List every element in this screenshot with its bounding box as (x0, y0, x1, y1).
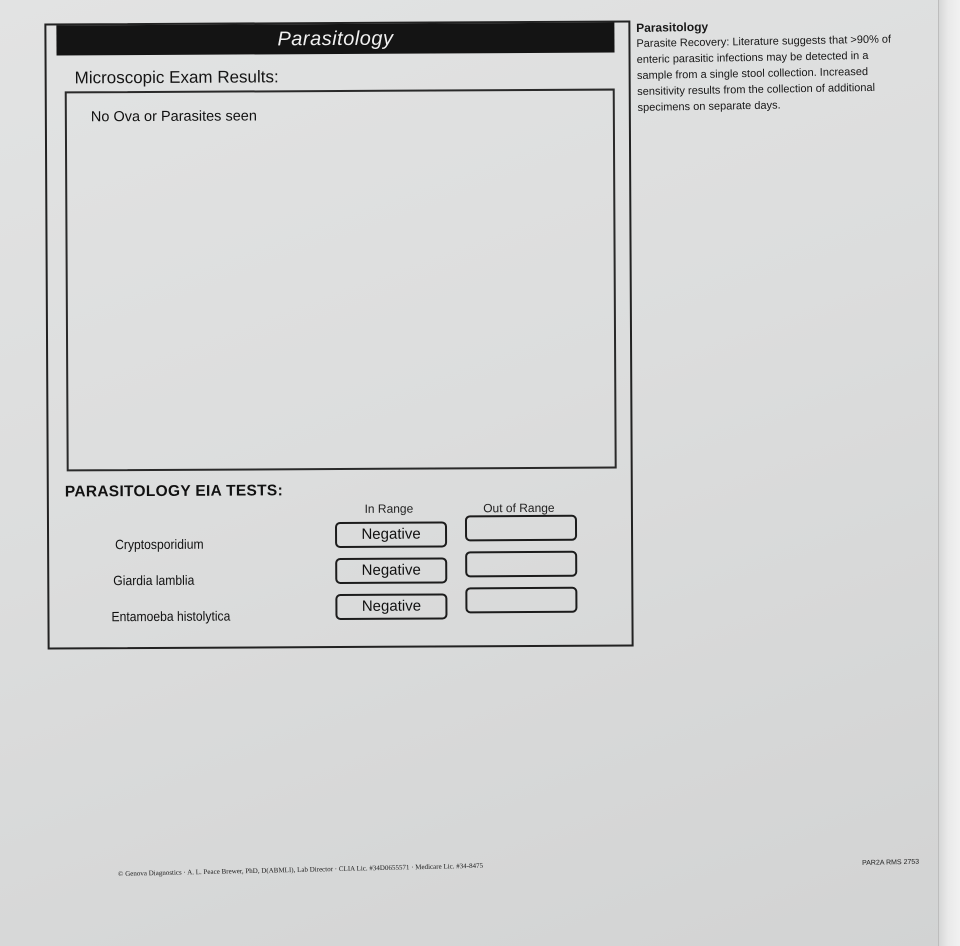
microscopic-exam-heading: Microscopic Exam Results: (74, 67, 279, 88)
side-note-title: Parasitology (636, 19, 709, 35)
in-range-column-header: In Range (364, 501, 414, 516)
side-note-body: Parasite Recovery: Literature suggests that >90% of enteric parasitic infections may be detected in a sample from a single stool collection. Increased sensitivity results from the collection of additional specimens on separate days. (636, 33, 892, 114)
in-range-result-cryptosporidium: Negative (335, 521, 447, 548)
exam-results-box (65, 89, 617, 472)
in-range-result-giardia-lamblia: Negative (335, 557, 447, 584)
out-of-range-result-cryptosporidium (465, 515, 577, 542)
footer-credits: © Genova Diagnostics · A. L. Peace Brewer, PhD, D(ABMLI), Lab Director · CLIA Lic. #34D0655571 · Medicare Lic. #34-8475 (118, 861, 484, 878)
test-name-giardia-lamblia: Giardia lamblia (113, 572, 195, 589)
out-of-range-result-giardia-lamblia (465, 551, 577, 578)
page-edge (938, 0, 960, 946)
footer-form-code: PAR2A RMS 2753 (862, 858, 920, 867)
test-name-cryptosporidium: Cryptosporidium (115, 536, 204, 553)
report-title: Parasitology (56, 23, 614, 56)
out-of-range-column-header: Out of Range (483, 500, 555, 516)
exam-result-text: No Ova or Parasites seen (90, 108, 257, 126)
side-note (636, 15, 908, 116)
in-range-result-entamoeba-histolytica: Negative (335, 593, 447, 620)
parasitology-report-box (44, 20, 633, 649)
test-name-entamoeba-histolytica: Entamoeba histolytica (111, 608, 231, 625)
out-of-range-result-entamoeba-histolytica (465, 587, 577, 614)
eia-tests-heading: PARASITOLOGY EIA TESTS: (64, 482, 284, 501)
